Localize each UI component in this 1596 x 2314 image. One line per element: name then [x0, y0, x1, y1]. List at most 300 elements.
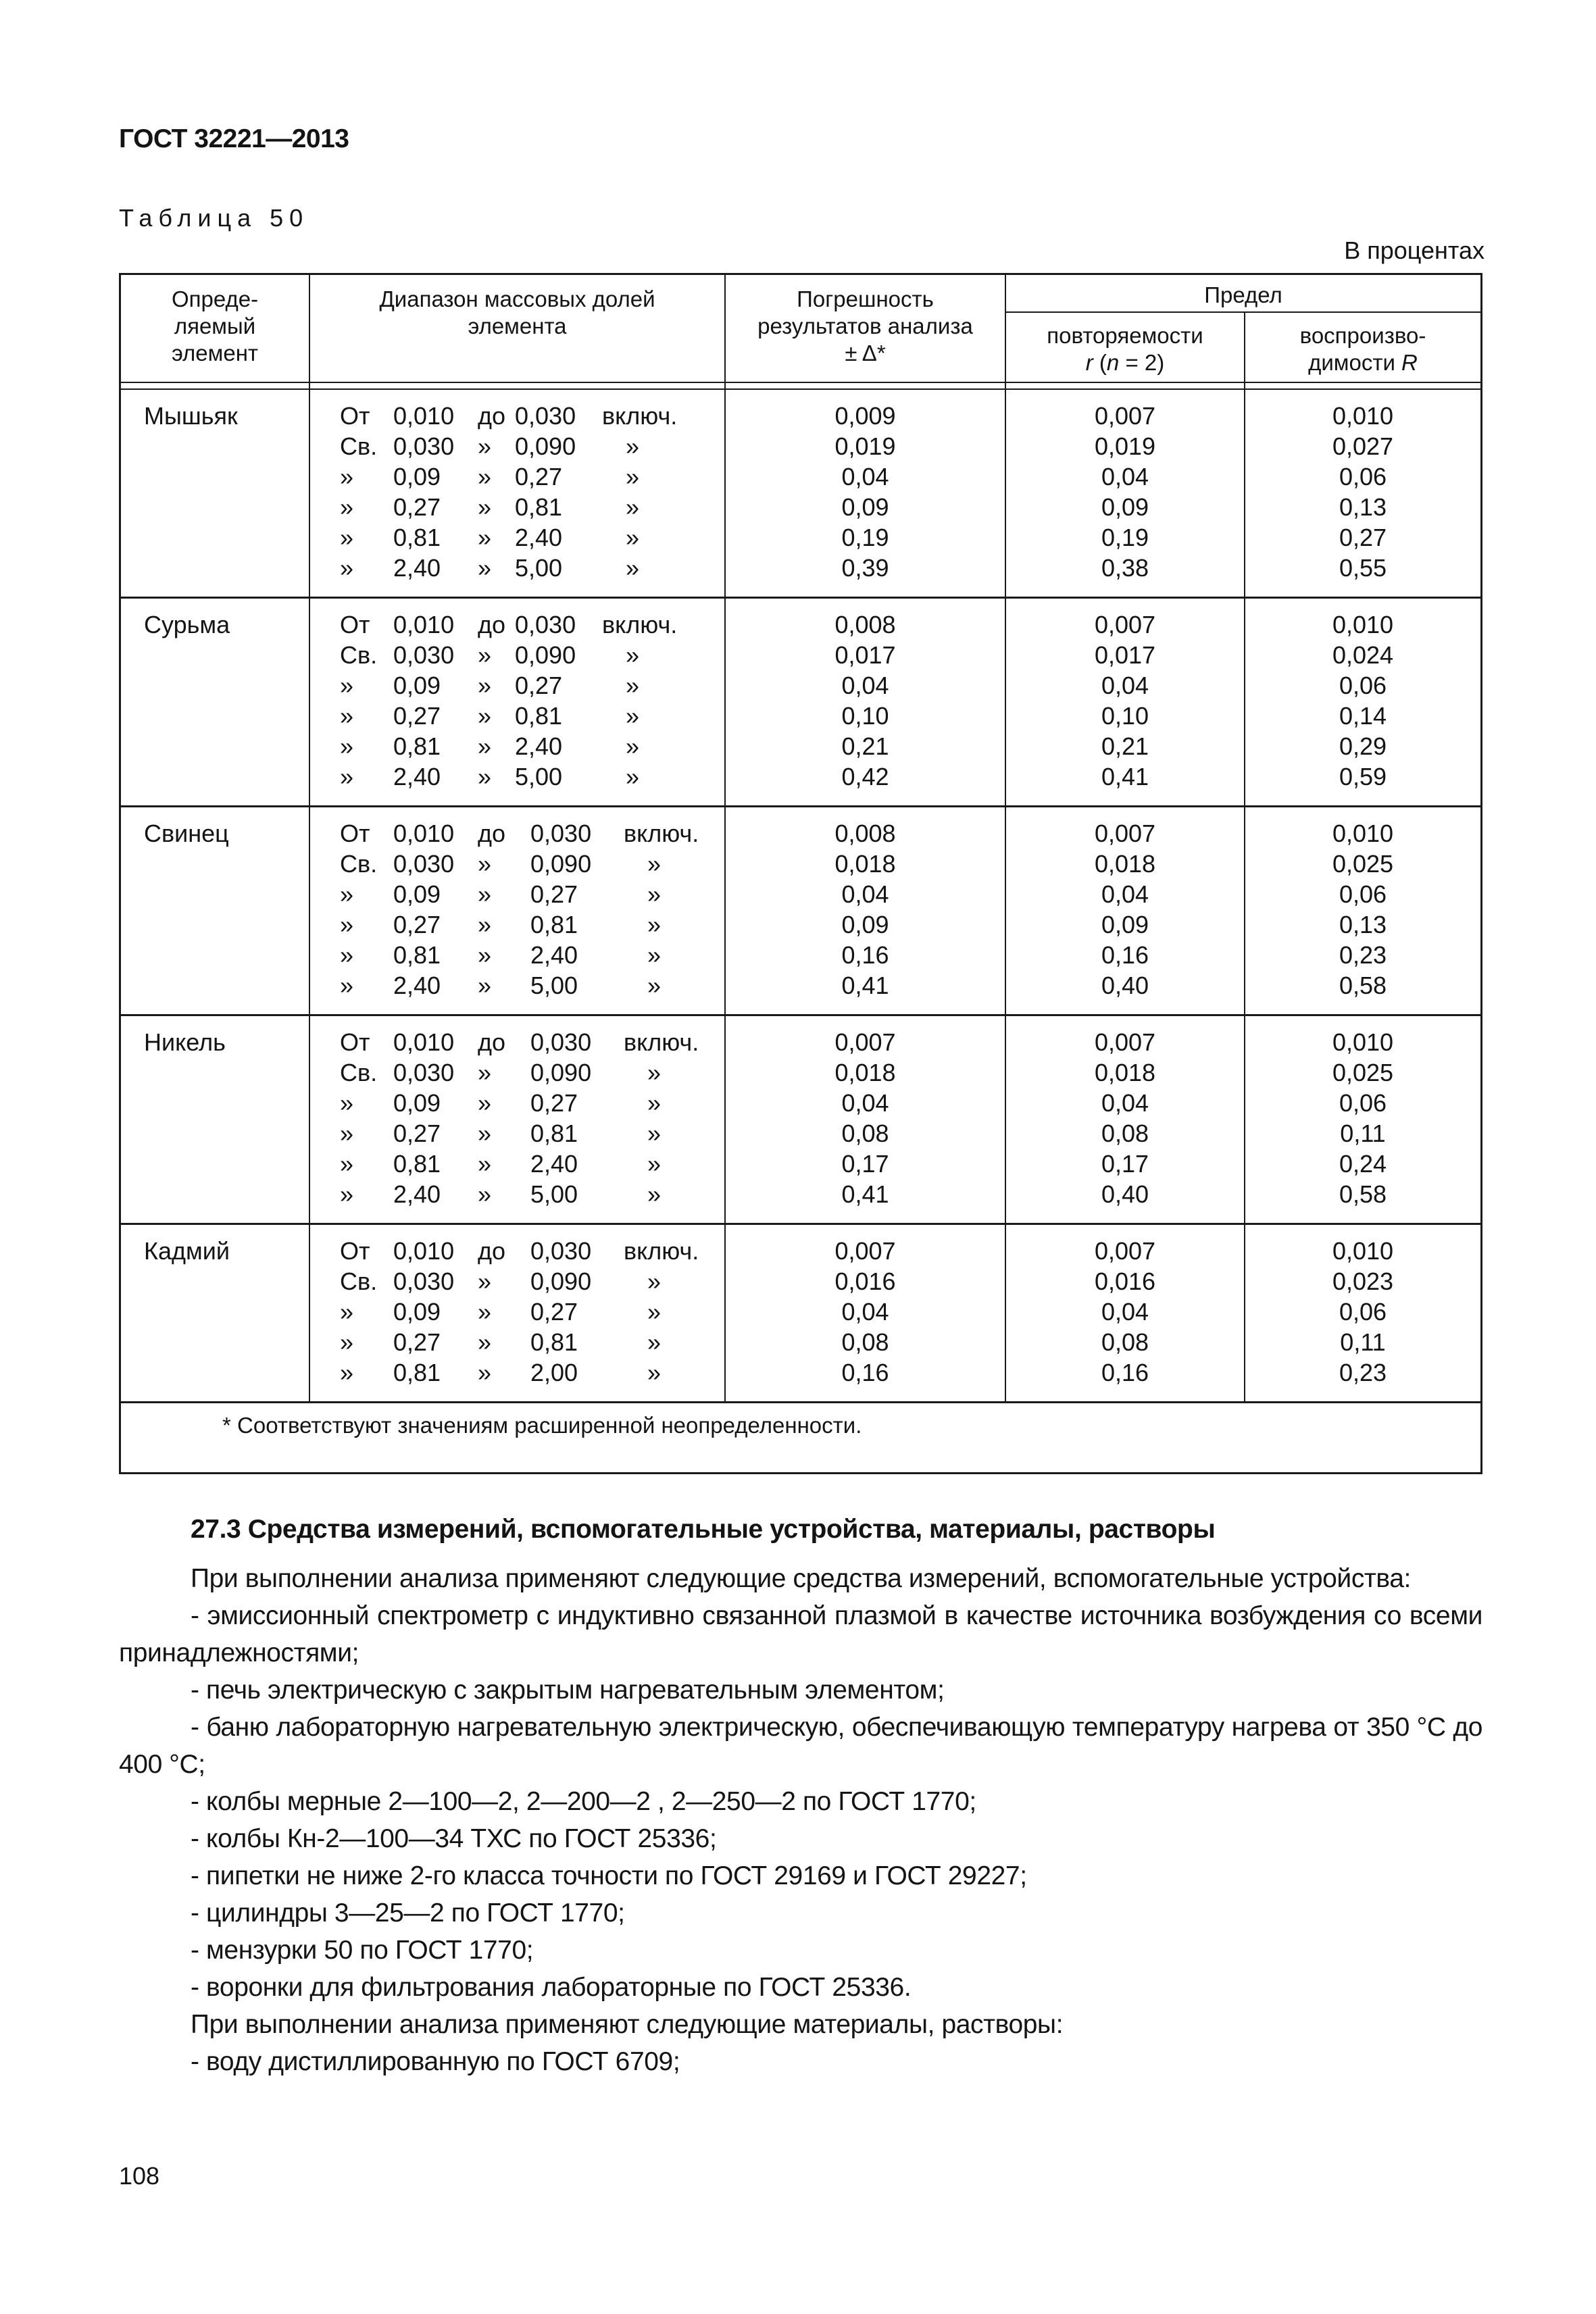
range-token: » — [340, 941, 354, 969]
reproducibility-value: 0,023 — [1332, 1267, 1394, 1295]
repeatability-value: 0,40 — [1101, 972, 1149, 999]
repeatability-value: 0,04 — [1101, 880, 1149, 908]
range-token: 0,010 — [393, 1237, 455, 1265]
range-token: От — [340, 611, 370, 638]
range-token: » — [647, 941, 662, 969]
repeatability-value: 0,10 — [1101, 702, 1149, 730]
reproducibility-value: 0,23 — [1339, 1359, 1387, 1386]
range-cell — [309, 1015, 725, 1224]
repeatability-value: 0,04 — [1101, 1089, 1149, 1117]
range-token: » — [340, 972, 354, 999]
range-token: » — [478, 554, 492, 582]
column-header-reproducibility — [1245, 312, 1480, 382]
repeatability-value: 0,21 — [1101, 732, 1149, 760]
paragraph: - воронки для фильтрования лабораторные по ГОСТ 25336. — [191, 1973, 912, 2002]
range-token: » — [340, 463, 354, 491]
repeatability-value: 0,017 — [1094, 641, 1156, 669]
range-token: Св. — [340, 641, 378, 669]
range-token: » — [340, 1298, 354, 1326]
range-token: » — [478, 702, 492, 730]
reproducibility-value: 0,13 — [1339, 493, 1387, 521]
range-token: до — [478, 402, 506, 430]
range-token: » — [340, 1328, 354, 1356]
range-token: 2,00 — [530, 1359, 578, 1386]
element-group — [121, 1224, 1480, 1403]
range-token: » — [625, 554, 640, 582]
reproducibility-value: 0,55 — [1339, 554, 1387, 582]
range-line — [310, 1057, 724, 1088]
range-token: 0,030 — [393, 850, 455, 878]
range-token: 0,010 — [393, 1028, 455, 1056]
range-token: 0,81 — [393, 1150, 441, 1178]
error-value: 0,09 — [841, 911, 889, 938]
element-name: Мышьяк — [121, 389, 309, 598]
range-token: 0,81 — [393, 941, 441, 969]
range-token: 0,030 — [530, 1028, 592, 1056]
error-value: 0,41 — [841, 972, 889, 999]
range-token: » — [478, 463, 492, 491]
range-token: » — [478, 1359, 492, 1386]
range-token: 5,00 — [530, 1180, 578, 1208]
range-token: » — [340, 554, 354, 582]
repeatability-value: 0,16 — [1101, 1359, 1149, 1386]
column-header-error — [725, 275, 1005, 382]
error-value: 0,007 — [834, 1237, 896, 1265]
range-token: 0,030 — [393, 1267, 455, 1295]
error-value: 0,019 — [834, 432, 896, 460]
paragraph: - печь электрическую с закрытым нагревательным элементом; — [191, 1676, 945, 1705]
error-value: 0,39 — [841, 554, 889, 582]
reproducibility-value: 0,29 — [1339, 732, 1387, 760]
range-token: 2,40 — [393, 1180, 441, 1208]
error-value: 0,41 — [841, 1180, 889, 1208]
range-token: » — [647, 1298, 662, 1326]
reproducibility-value: 0,025 — [1332, 850, 1394, 878]
range-token: 0,81 — [515, 702, 563, 730]
range-token: » — [647, 972, 662, 999]
reproducibility-cell — [1245, 807, 1480, 1015]
range-token: » — [647, 1120, 662, 1147]
range-token: включ. — [602, 402, 678, 430]
range-token: » — [625, 732, 640, 760]
repeatability-value: 0,018 — [1094, 850, 1156, 878]
range-token: » — [478, 1298, 492, 1326]
reproducibility-symbol: димости R — [1308, 350, 1418, 375]
range-token: 5,00 — [530, 972, 578, 999]
range-line — [310, 1297, 724, 1327]
element-group — [121, 598, 1480, 807]
repeatability-value: 0,007 — [1094, 820, 1156, 847]
reproducibility-value: 0,59 — [1339, 763, 1387, 790]
range-token: 5,00 — [515, 763, 563, 790]
range-token: » — [478, 850, 492, 878]
table-row — [121, 807, 1480, 1015]
reproducibility-value: 0,025 — [1332, 1059, 1394, 1086]
range-token: » — [625, 672, 640, 699]
range-token: 0,27 — [530, 1089, 578, 1117]
repeatability-cell — [1005, 807, 1245, 1015]
table-units: В процентах — [1344, 236, 1485, 264]
range-token: до — [478, 820, 506, 847]
range-token: » — [647, 880, 662, 908]
header-line: результатов анализа — [757, 313, 973, 338]
error-value: 0,007 — [834, 1028, 896, 1056]
error-value: 0,21 — [841, 732, 889, 760]
range-token: » — [647, 850, 662, 878]
range-token: » — [647, 1328, 662, 1356]
range-cell — [309, 1224, 725, 1403]
range-token: » — [647, 1150, 662, 1178]
error-value: 0,009 — [834, 402, 896, 430]
section-content — [119, 1511, 1482, 2080]
paragraph: - воду дистиллированную по ГОСТ 6709; — [191, 2047, 680, 2076]
reproducibility-value: 0,14 — [1339, 702, 1387, 730]
error-value: 0,08 — [841, 1328, 889, 1356]
repeatability-value: 0,38 — [1101, 554, 1149, 582]
range-line — [310, 492, 724, 522]
error-value: 0,04 — [841, 880, 889, 908]
repeatability-cell — [1005, 1015, 1245, 1224]
header-line: Диапазон массовых долей — [379, 286, 655, 311]
range-token: включ. — [624, 1237, 699, 1265]
repeatability-value: 0,019 — [1094, 432, 1156, 460]
repeatability-value: 0,007 — [1094, 1028, 1156, 1056]
element-group — [121, 389, 1480, 598]
range-token: 0,27 — [393, 911, 441, 938]
header-line: элемент — [171, 341, 259, 366]
range-token: » — [478, 880, 492, 908]
range-token: 0,010 — [393, 402, 455, 430]
table-row — [121, 598, 1480, 807]
error-value: 0,10 — [841, 702, 889, 730]
table-row — [121, 1224, 1480, 1403]
range-token: » — [478, 972, 492, 999]
results-table — [119, 273, 1482, 1474]
header-line: Опреде- — [171, 286, 259, 311]
error-cell — [725, 389, 1005, 598]
error-value: 0,018 — [834, 1059, 896, 1086]
range-token: Св. — [340, 1267, 378, 1295]
range-line — [310, 461, 724, 492]
paragraph: При выполнении анализа применяют следующие материалы, растворы: — [191, 2010, 1064, 2039]
repeatability-value: 0,007 — [1094, 402, 1156, 430]
range-token: » — [647, 1359, 662, 1386]
range-token: 0,81 — [393, 1359, 441, 1386]
column-header-range — [309, 275, 725, 382]
range-token: » — [340, 702, 354, 730]
range-line — [310, 1327, 724, 1357]
element-name: Свинец — [121, 807, 309, 1015]
range-line — [310, 970, 724, 1001]
range-token: » — [340, 880, 354, 908]
range-token: » — [340, 763, 354, 790]
range-line — [310, 1236, 724, 1266]
range-line — [310, 940, 724, 970]
range-token: » — [478, 1089, 492, 1117]
range-token: 0,090 — [530, 1267, 592, 1295]
range-token: » — [625, 463, 640, 491]
range-token: 2,40 — [530, 1150, 578, 1178]
range-cell — [309, 389, 725, 598]
error-value: 0,008 — [834, 611, 896, 638]
header-line: ± Δ* — [845, 341, 886, 366]
reproducibility-value: 0,13 — [1339, 911, 1387, 938]
section-title: 27.3 Средства измерений, вспомогательные устройства, материалы, растворы — [191, 1515, 1216, 1544]
error-value: 0,16 — [841, 1359, 889, 1386]
range-token: 0,27 — [393, 702, 441, 730]
error-value: 0,016 — [834, 1267, 896, 1295]
reproducibility-value: 0,010 — [1332, 1237, 1394, 1265]
range-token: » — [478, 432, 492, 460]
range-token: » — [478, 1267, 492, 1295]
reproducibility-value: 0,58 — [1339, 972, 1387, 999]
reproducibility-value: 0,23 — [1339, 941, 1387, 969]
range-line — [310, 670, 724, 701]
range-token: » — [478, 1180, 492, 1208]
error-value: 0,17 — [841, 1150, 889, 1178]
range-token: » — [478, 732, 492, 760]
range-token: 0,09 — [393, 880, 441, 908]
error-value: 0,018 — [834, 850, 896, 878]
range-token: 0,27 — [530, 880, 578, 908]
table-row — [121, 389, 1480, 598]
range-token: 2,40 — [393, 554, 441, 582]
paragraph: - колбы мерные 2—100—2, 2—200—2 , 2—250—2 по ГОСТ 1770; — [191, 1787, 976, 1816]
table-caption: Таблица 50 — [119, 204, 309, 232]
range-token: 0,81 — [393, 524, 441, 551]
range-token: включ. — [602, 611, 678, 638]
range-token: 0,27 — [393, 493, 441, 521]
range-token: 2,40 — [530, 941, 578, 969]
error-value: 0,16 — [841, 941, 889, 969]
repeatability-value: 0,09 — [1101, 911, 1149, 938]
error-value: 0,04 — [841, 1089, 889, 1117]
range-token: 0,010 — [393, 820, 455, 847]
repeatability-value: 0,16 — [1101, 941, 1149, 969]
range-token: » — [647, 1180, 662, 1208]
paragraph: - эмиссионный спектрометр с индуктивно связанной плазмой в качестве источника возбуждения со всеми принадлежностями; — [119, 1601, 1482, 1667]
column-header-element — [121, 275, 309, 382]
repeatability-value: 0,19 — [1101, 524, 1149, 551]
reproducibility-value: 0,06 — [1339, 672, 1387, 699]
range-line — [310, 431, 724, 461]
reproducibility-value: 0,06 — [1339, 463, 1387, 491]
range-token: до — [478, 611, 506, 638]
range-token: » — [478, 672, 492, 699]
section-paragraphs — [119, 1560, 1482, 2080]
range-token: От — [340, 402, 370, 430]
range-token: » — [340, 524, 354, 551]
range-token: » — [340, 732, 354, 760]
range-line — [310, 401, 724, 431]
range-token: 2,40 — [515, 524, 563, 551]
range-token: 0,27 — [515, 463, 563, 491]
range-token: » — [478, 911, 492, 938]
error-value: 0,19 — [841, 524, 889, 551]
reproducibility-value: 0,58 — [1339, 1180, 1387, 1208]
reproducibility-value: 0,06 — [1339, 1089, 1387, 1117]
range-line — [310, 1357, 724, 1388]
repeatability-value: 0,04 — [1101, 672, 1149, 699]
range-line — [310, 640, 724, 670]
table-footnote: * Соответствуют значениям расширенной неопределенности. — [121, 1403, 1480, 1473]
range-token: » — [647, 1089, 662, 1117]
column-header-repeatability — [1005, 312, 1245, 382]
header-line: элемента — [468, 313, 567, 338]
repeatability-symbol: r (n = 2) — [1085, 350, 1165, 375]
paragraph: - баню лабораторную нагревательную электрическую, обеспечивающую температуру нагрева от 350 °С до 400 °С; — [119, 1713, 1482, 1779]
range-token: 0,090 — [530, 850, 592, 878]
paragraph: При выполнении анализа применяют следующие средства измерений, вспомогательные устройства: — [191, 1564, 1411, 1593]
range-token: От — [340, 1237, 370, 1265]
range-cell — [309, 598, 725, 807]
range-token: » — [340, 1359, 354, 1386]
error-value: 0,42 — [841, 763, 889, 790]
repeatability-value: 0,007 — [1094, 611, 1156, 638]
range-token: » — [478, 941, 492, 969]
range-token: 5,00 — [515, 554, 563, 582]
error-cell — [725, 598, 1005, 807]
range-token: Св. — [340, 432, 378, 460]
range-token: » — [340, 1120, 354, 1147]
range-token: 0,09 — [393, 672, 441, 699]
range-line — [310, 879, 724, 909]
range-token: » — [340, 1150, 354, 1178]
table-head — [121, 275, 1480, 389]
range-line — [310, 522, 724, 553]
error-value: 0,008 — [834, 820, 896, 847]
column-header-limit: Предел — [1005, 275, 1480, 312]
reproducibility-value: 0,24 — [1339, 1150, 1387, 1178]
range-token: » — [625, 524, 640, 551]
element-group — [121, 1015, 1480, 1224]
range-token: 0,030 — [393, 1059, 455, 1086]
range-token: » — [625, 702, 640, 730]
repeatability-value: 0,41 — [1101, 763, 1149, 790]
range-line — [310, 1118, 724, 1149]
repeatability-cell — [1005, 1224, 1245, 1403]
reproducibility-value: 0,11 — [1340, 1328, 1386, 1356]
header-line: Погрешность — [797, 286, 934, 311]
range-token: 0,09 — [393, 1089, 441, 1117]
range-token: » — [478, 1120, 492, 1147]
paragraph: - пипетки не ниже 2-го класса точности по ГОСТ 29169 и ГОСТ 29227; — [191, 1861, 1027, 1890]
repeatability-label: повторяемости — [1047, 323, 1203, 348]
reproducibility-value: 0,024 — [1332, 641, 1394, 669]
range-token: 2,40 — [515, 732, 563, 760]
range-token: » — [478, 493, 492, 521]
range-token: до — [478, 1028, 506, 1056]
range-token: 0,010 — [393, 611, 455, 638]
range-token: 0,81 — [393, 732, 441, 760]
element-group — [121, 807, 1480, 1015]
range-line — [310, 553, 724, 583]
reproducibility-value: 0,27 — [1339, 524, 1387, 551]
range-line — [310, 818, 724, 849]
range-token: » — [647, 911, 662, 938]
range-token: » — [340, 911, 354, 938]
range-token: 0,030 — [393, 432, 455, 460]
repeatability-value: 0,09 — [1101, 493, 1149, 521]
repeatability-cell — [1005, 389, 1245, 598]
repeatability-value: 0,08 — [1101, 1120, 1149, 1147]
range-token: до — [478, 1237, 506, 1265]
range-token: включ. — [624, 1028, 699, 1056]
range-token: » — [478, 1328, 492, 1356]
table-row — [121, 1015, 1480, 1224]
range-token: 0,27 — [393, 1120, 441, 1147]
repeatability-value: 0,016 — [1094, 1267, 1156, 1295]
error-cell — [725, 1015, 1005, 1224]
range-cell — [309, 807, 725, 1015]
range-line — [310, 1027, 724, 1057]
range-line — [310, 849, 724, 879]
element-name: Никель — [121, 1015, 309, 1224]
repeatability-value: 0,08 — [1101, 1328, 1149, 1356]
range-token: 0,81 — [515, 493, 563, 521]
reproducibility-cell — [1245, 1224, 1480, 1403]
error-value: 0,017 — [834, 641, 896, 669]
range-token: 0,030 — [530, 820, 592, 847]
range-token: 0,81 — [530, 1328, 578, 1356]
error-value: 0,04 — [841, 463, 889, 491]
range-token: » — [625, 641, 640, 669]
range-line — [310, 609, 724, 640]
range-token: » — [478, 524, 492, 551]
range-token: 0,27 — [393, 1328, 441, 1356]
range-token: Св. — [340, 850, 378, 878]
element-name: Кадмий — [121, 1224, 309, 1403]
header-line: ляемый — [174, 313, 256, 338]
range-token: Св. — [340, 1059, 378, 1086]
range-token: » — [340, 493, 354, 521]
paragraph: - колбы Кн-2—100—34 ТХС по ГОСТ 25336; — [191, 1824, 717, 1853]
error-value: 0,04 — [841, 672, 889, 699]
element-name: Сурьма — [121, 598, 309, 807]
range-token: 0,030 — [393, 641, 455, 669]
reproducibility-value: 0,010 — [1332, 402, 1394, 430]
range-token: » — [625, 763, 640, 790]
reproducibility-value: 0,06 — [1339, 1298, 1387, 1326]
range-token: 0,030 — [515, 611, 576, 638]
range-token: 0,81 — [530, 1120, 578, 1147]
repeatability-value: 0,17 — [1101, 1150, 1149, 1178]
error-value: 0,08 — [841, 1120, 889, 1147]
range-token: 0,090 — [515, 432, 576, 460]
range-token: 0,27 — [515, 672, 563, 699]
range-token: » — [340, 1180, 354, 1208]
reproducibility-value: 0,010 — [1332, 1028, 1394, 1056]
repeatability-value: 0,007 — [1094, 1237, 1156, 1265]
error-cell — [725, 807, 1005, 1015]
range-token: » — [647, 1267, 662, 1295]
range-line — [310, 701, 724, 731]
reproducibility-value: 0,027 — [1332, 432, 1394, 460]
range-token: » — [478, 763, 492, 790]
reproducibility-value: 0,11 — [1340, 1120, 1386, 1147]
range-token: 0,030 — [530, 1237, 592, 1265]
range-line — [310, 1179, 724, 1209]
range-token: 0,030 — [515, 402, 576, 430]
range-token: От — [340, 1028, 370, 1056]
reproducibility-cell — [1245, 1015, 1480, 1224]
range-token: » — [647, 1059, 662, 1086]
range-line — [310, 731, 724, 761]
paragraph: - мензурки 50 по ГОСТ 1770; — [191, 1936, 534, 1965]
range-token: 2,40 — [393, 763, 441, 790]
range-token: » — [478, 1059, 492, 1086]
repeatability-cell — [1005, 598, 1245, 807]
